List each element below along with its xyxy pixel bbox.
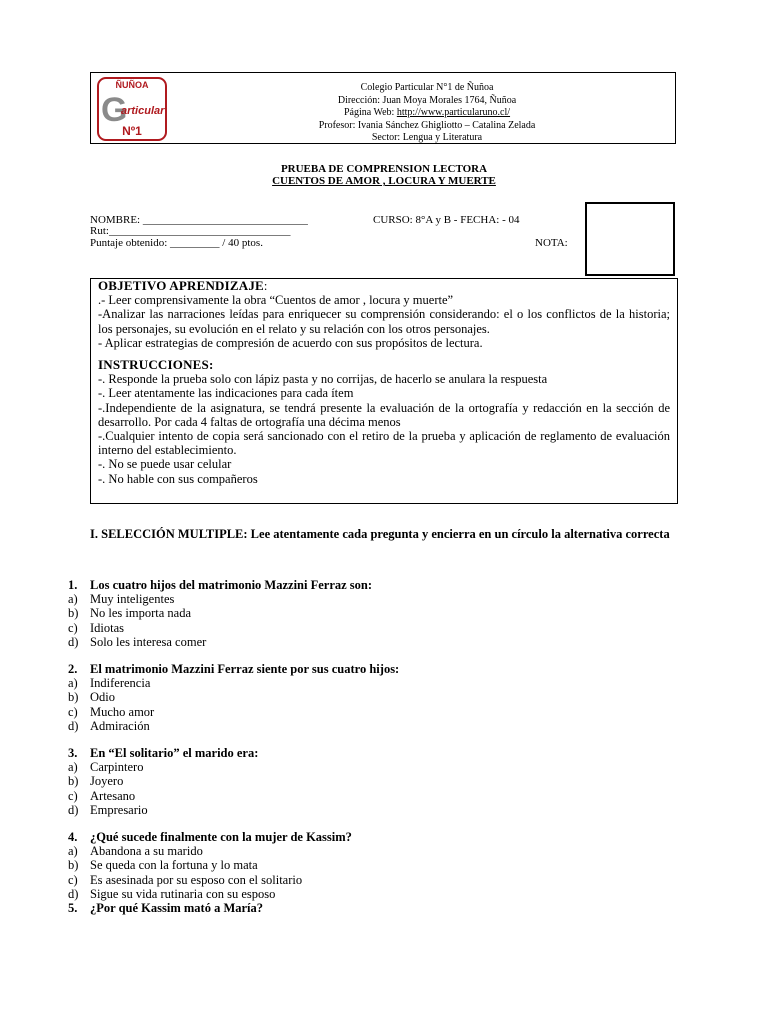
question bbox=[68, 746, 258, 817]
logo-top-text: ÑUÑOA bbox=[115, 80, 149, 90]
option-letter: a) bbox=[68, 760, 78, 775]
option-letter: a) bbox=[68, 592, 78, 607]
option-text: Artesano bbox=[90, 788, 136, 803]
instruction-item: -. Responde la prueba solo con lápiz pasta y no corrijas, de hacerlo se anulara la respuesta bbox=[98, 372, 548, 387]
web-prefix: Página Web: bbox=[343, 107, 397, 118]
option[interactable] bbox=[68, 635, 372, 649]
instruction-item: -.Independiente de la asignatura, se tendrá presente la evaluación de la ortografía y redacción en la sección de desarrollo. Por cada 4 faltas de ortografía una décima menos bbox=[98, 400, 670, 429]
exam-subtitle-text: CUENTOS DE AMOR , LOCURA Y MUERTE bbox=[272, 175, 496, 187]
option-text: Sigue su vida rutinaria con su esposo bbox=[90, 886, 276, 901]
exam-title: PRUEBA DE COMPRENSION LECTORA bbox=[280, 163, 488, 175]
school-header bbox=[90, 72, 676, 144]
option[interactable] bbox=[68, 592, 372, 606]
question-label: ¿Por qué Kassim mató a María? bbox=[90, 901, 264, 916]
question bbox=[68, 830, 352, 915]
question-number: 2. bbox=[68, 662, 78, 676]
instruction-item: -.Cualquier intento de copia será sancionado con el retiro de la prueba y aplicación de reglamento de evaluación interno del establecimiento. bbox=[98, 429, 670, 458]
option-text: Indiferencia bbox=[90, 676, 151, 691]
instruction-item: -. Leer atentamente las indicaciones para cada ítem bbox=[98, 386, 354, 401]
option-text: Joyero bbox=[90, 774, 124, 789]
option-text: Muy inteligentes bbox=[90, 592, 175, 607]
option-letter: a) bbox=[68, 676, 78, 691]
question bbox=[68, 662, 399, 733]
score-field[interactable]: Puntaje obtenido: _________ / 40 ptos. bbox=[90, 237, 263, 249]
logo-bottom-text: Nº1 bbox=[122, 124, 142, 138]
option-letter: b) bbox=[68, 606, 79, 621]
objectives-box bbox=[90, 278, 678, 504]
question-text bbox=[68, 901, 352, 915]
logo-side-text: articular bbox=[121, 105, 165, 117]
objectives-heading bbox=[98, 279, 670, 293]
option-text: Es asesinada por su esposo con el solitario bbox=[90, 872, 303, 887]
question-text bbox=[68, 746, 258, 760]
option[interactable] bbox=[68, 887, 352, 901]
option[interactable] bbox=[68, 844, 352, 858]
option-letter: c) bbox=[68, 704, 78, 719]
option[interactable] bbox=[68, 676, 399, 690]
school-name: Colegio Particular N°1 de Ñuñoa bbox=[360, 82, 494, 93]
instructions-heading: INSTRUCCIONES: bbox=[98, 357, 214, 373]
option[interactable] bbox=[68, 690, 399, 704]
option-letter: b) bbox=[68, 858, 79, 873]
option[interactable] bbox=[68, 760, 258, 774]
option[interactable] bbox=[68, 606, 372, 620]
option-text: Carpintero bbox=[90, 760, 144, 775]
option-letter: d) bbox=[68, 886, 79, 901]
option[interactable] bbox=[68, 705, 399, 719]
school-logo bbox=[97, 77, 167, 141]
option-text: Solo les interesa comer bbox=[90, 634, 207, 649]
instruction-item: -. No se puede usar celular bbox=[98, 457, 232, 472]
option-text: Abandona a su marido bbox=[90, 844, 203, 859]
exam-subtitle bbox=[0, 175, 768, 187]
logo-letter: G bbox=[101, 91, 128, 129]
question-text bbox=[68, 830, 352, 844]
question-label: En “El solitario” el marido era: bbox=[90, 746, 259, 760]
objectives-heading-colon: : bbox=[263, 279, 268, 293]
option[interactable] bbox=[68, 803, 258, 817]
option-text: Empresario bbox=[90, 802, 148, 817]
option-letter: d) bbox=[68, 802, 79, 817]
objective-item: - Aplicar estrategias de compresión de acuerdo con sus propósitos de lectura. bbox=[98, 335, 483, 350]
grade-label: NOTA: bbox=[535, 237, 568, 249]
grade-box[interactable] bbox=[585, 202, 675, 276]
option[interactable] bbox=[68, 719, 399, 733]
option-letter: c) bbox=[68, 788, 78, 803]
option[interactable] bbox=[68, 774, 258, 788]
option[interactable] bbox=[68, 621, 372, 635]
question-number: 3. bbox=[68, 746, 78, 760]
question-number: 4. bbox=[68, 830, 78, 844]
question-label: El matrimonio Mazzini Ferraz siente por sus cuatro hijos: bbox=[90, 662, 400, 676]
option[interactable] bbox=[68, 873, 352, 887]
objective-item: -Analizar las narraciones leídas para enriquecer su comprensión considerando: el o los conflictos de la historia; los personajes, su evolución en el relato y su relación con los otros personajes. bbox=[98, 307, 670, 336]
course-date-field: CURSO: 8°A y B - FECHA: - 04 bbox=[373, 214, 520, 226]
option-text: Se queda con la fortuna y lo mata bbox=[90, 858, 258, 873]
name-field[interactable]: NOMBRE: ______________________________ bbox=[90, 214, 308, 226]
option-text: Mucho amor bbox=[90, 704, 155, 719]
option-text: Odio bbox=[90, 690, 115, 705]
option-letter: b) bbox=[68, 774, 79, 789]
option-letter: d) bbox=[68, 718, 79, 733]
question-number: 5. bbox=[68, 901, 78, 916]
question bbox=[68, 578, 372, 649]
school-info bbox=[183, 82, 671, 145]
option[interactable] bbox=[68, 858, 352, 872]
option-letter: a) bbox=[68, 844, 78, 859]
question-number: 1. bbox=[68, 578, 78, 592]
school-web bbox=[183, 107, 671, 120]
option-letter: c) bbox=[68, 872, 78, 887]
option-text: Idiotas bbox=[90, 620, 125, 635]
question-text bbox=[68, 662, 399, 676]
section-title: I. SELECCIÓN MULTIPLE: Lee atentamente cada pregunta y encierra en un círculo la alternativa correcta bbox=[90, 527, 670, 541]
teachers: Profesor: Ivania Sánchez Ghigliotto – Catalina Zelada bbox=[318, 119, 536, 131]
question-label: Los cuatro hijos del matrimonio Mazzini Ferraz son: bbox=[90, 578, 373, 592]
option-text: No les importa nada bbox=[90, 606, 192, 621]
instruction-item: -. No hable con sus compañeros bbox=[98, 471, 258, 486]
option-text: Admiración bbox=[90, 718, 150, 733]
option[interactable] bbox=[68, 789, 258, 803]
option-letter: b) bbox=[68, 690, 79, 705]
option-letter: c) bbox=[68, 620, 78, 635]
rut-field[interactable]: Rut:_________________________________ bbox=[90, 225, 291, 237]
objective-item: .- Leer comprensivamente la obra “Cuentos de amor , locura y muerte” bbox=[98, 293, 454, 308]
question-text bbox=[68, 578, 372, 592]
question-label: ¿Qué sucede finalmente con la mujer de Kassim? bbox=[90, 830, 352, 844]
school-address: Dirección: Juan Moya Morales 1764, Ñuñoa bbox=[337, 94, 517, 106]
option-letter: d) bbox=[68, 634, 79, 649]
sector: Sector: Lengua y Literatura bbox=[371, 132, 483, 143]
objectives-heading-text: OBJETIVO APRENDIZAJE bbox=[98, 278, 264, 293]
web-link[interactable]: http://www.particularuno.cl/ bbox=[396, 107, 511, 118]
